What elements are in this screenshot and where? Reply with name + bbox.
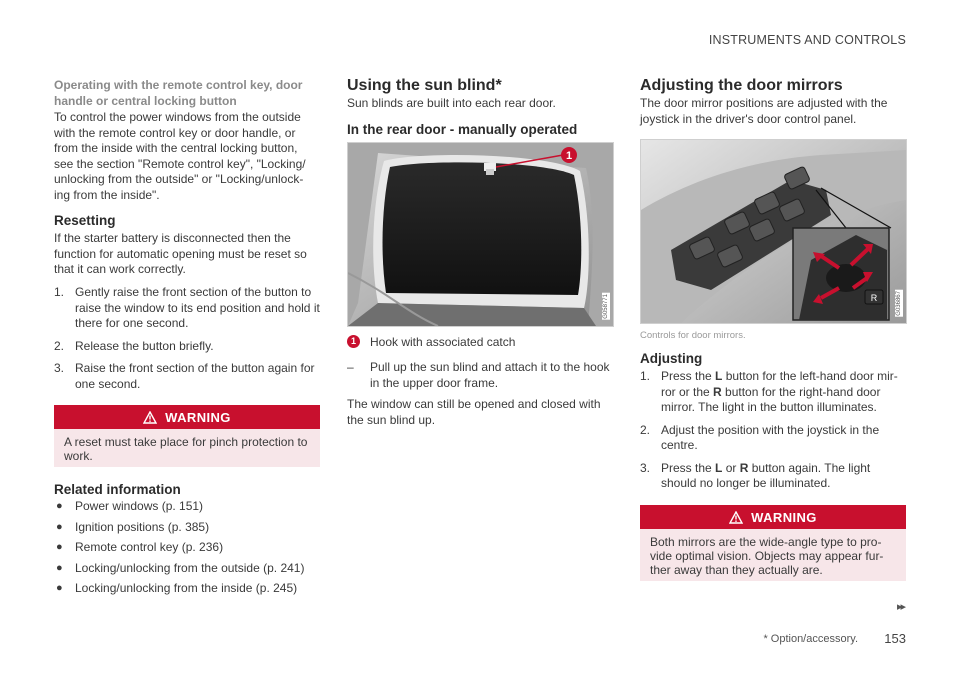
page-number: 153: [884, 631, 906, 646]
column-middle: [347, 0, 613, 427]
remote-heading: Operating with the remote control key, door handle or central locking button: [54, 78, 303, 108]
sun-blind-intro: Sun blinds are built into each rear door.: [347, 96, 556, 110]
warning-label: WARNING: [165, 409, 231, 425]
sun-blind-illustration: [348, 143, 613, 326]
list-item: [640, 369, 908, 416]
related-link[interactable]: Power windows (p. 151): [75, 499, 204, 513]
related-link[interactable]: Ignition positions (p. 385): [75, 519, 210, 534]
footnote: * Option/accessory.: [763, 633, 858, 645]
figure-caption: Controls for door mirrors.: [640, 330, 746, 341]
adjusting-steps: [640, 369, 908, 499]
mirrors-intro: The door mirror positions are adjusted with the joystick in the driver's door control panel.: [640, 96, 888, 126]
step-text: Press the: [661, 369, 716, 383]
step-number: 1.: [640, 369, 651, 383]
warning-text: Both mirrors are the wide-angle type to pro- vide optimal vision. Objects may appear fur- ther away than they actually are.: [650, 535, 884, 577]
rear-door-heading: In the rear door - manually operated: [347, 122, 578, 137]
mirrors-title: Adjusting the door mirrors: [640, 77, 843, 94]
button-letter: L: [715, 460, 723, 475]
warning-box: [640, 505, 906, 581]
list-item: [640, 461, 908, 492]
step-text: Raise the front section of the button again for one second.: [75, 361, 315, 391]
dash-marker: –: [347, 360, 354, 374]
related-link[interactable]: Remote control key (p. 236): [75, 540, 224, 554]
column-right: [640, 0, 906, 577]
related-list: [54, 499, 324, 602]
warning-box: [54, 405, 320, 467]
bullet-icon: ●: [56, 561, 63, 574]
reset-steps: [54, 285, 320, 399]
instruction-text: Pull up the sun blind and attach it to the hook in the upper door frame.: [370, 360, 610, 390]
list-item: [54, 339, 320, 355]
step-number: 2.: [54, 338, 65, 353]
callout-marker: 1: [565, 150, 573, 162]
sun-blind-figure: [347, 142, 614, 327]
bullet-icon: ●: [56, 520, 63, 533]
step-number: 2.: [640, 422, 651, 437]
step-text: Adjust the position with the joystick in the centre.: [661, 422, 880, 452]
warning-header: [640, 505, 906, 529]
page-header: INSTRUMENTS AND CONTROLS: [708, 33, 906, 47]
resetting-heading: Resetting: [54, 213, 116, 228]
bullet-icon: ●: [56, 541, 63, 553]
list-item: [640, 423, 908, 454]
related-link[interactable]: Locking/unlocking from the outside (p. 241): [75, 560, 305, 575]
sun-blind-note: The window can still be opened and closed with the sun blind up.: [347, 397, 601, 427]
warning-header: [54, 405, 320, 429]
step-text: button for the right-hand door mirror. The light in the button illuminates.: [661, 384, 881, 414]
figure-code: G058771: [603, 294, 609, 319]
step-text: or: [722, 460, 740, 475]
button-letter: L: [715, 369, 723, 383]
remote-body: To control the power windows from the outside with the remote control key or door handle, or from the inside with the central locking button, see the section "Remote control key", "Locking/ unlocking from the outside" or "Locking/unlock- ing from the inside".: [54, 110, 306, 202]
button-letter: R: [713, 384, 722, 399]
bullet-icon: ●: [56, 582, 63, 594]
list-item[interactable]: [54, 581, 324, 597]
callout-text: Hook with associated catch: [370, 335, 516, 349]
figure-code: G036867: [896, 291, 902, 316]
callout-legend: [347, 335, 613, 351]
list-item[interactable]: [54, 561, 324, 577]
related-heading: Related information: [54, 482, 181, 497]
warning-label: WARNING: [751, 509, 817, 525]
warning-triangle-icon: [729, 511, 743, 524]
continue-arrows-icon: ▸▸: [896, 601, 904, 613]
door-panel-illustration: [641, 140, 906, 323]
list-item[interactable]: [54, 499, 324, 515]
list-item[interactable]: [54, 540, 324, 556]
resetting-body: If the starter battery is disconnected then the function for automatic opening must be reset so that it can work correctly.: [54, 231, 307, 276]
step-text: button for the left-hand door mir- ror or the: [661, 369, 898, 399]
adjusting-heading: Adjusting: [640, 351, 703, 366]
step-text: Press the: [661, 460, 716, 475]
button-letter: R: [739, 460, 749, 475]
step-number: 3.: [640, 460, 651, 475]
list-item[interactable]: [54, 520, 324, 536]
sun-blind-title: Using the sun blind*: [347, 77, 502, 94]
list-item: [54, 285, 320, 332]
related-link[interactable]: Locking/unlocking from the inside (p. 245): [75, 581, 298, 595]
mirror-controls-figure: [640, 139, 907, 324]
step-number: 3.: [54, 361, 65, 375]
bullet-icon: ●: [56, 500, 63, 512]
warning-triangle-icon: [143, 411, 157, 424]
step-text: button again. The light should no longer be illuminated.: [661, 460, 871, 490]
list-item: [54, 361, 320, 392]
step-number: 1.: [54, 285, 65, 299]
warning-text: A reset must take place for pinch protection to work.: [64, 435, 308, 463]
step-text: Release the button briefly.: [75, 338, 214, 353]
instruction-item: [347, 360, 613, 391]
joystick-letter: R: [870, 293, 878, 303]
callout-number-icon: 1: [347, 335, 360, 348]
step-text: Gently raise the front section of the button to raise the window to its end position and hold it there for one second.: [75, 285, 320, 330]
